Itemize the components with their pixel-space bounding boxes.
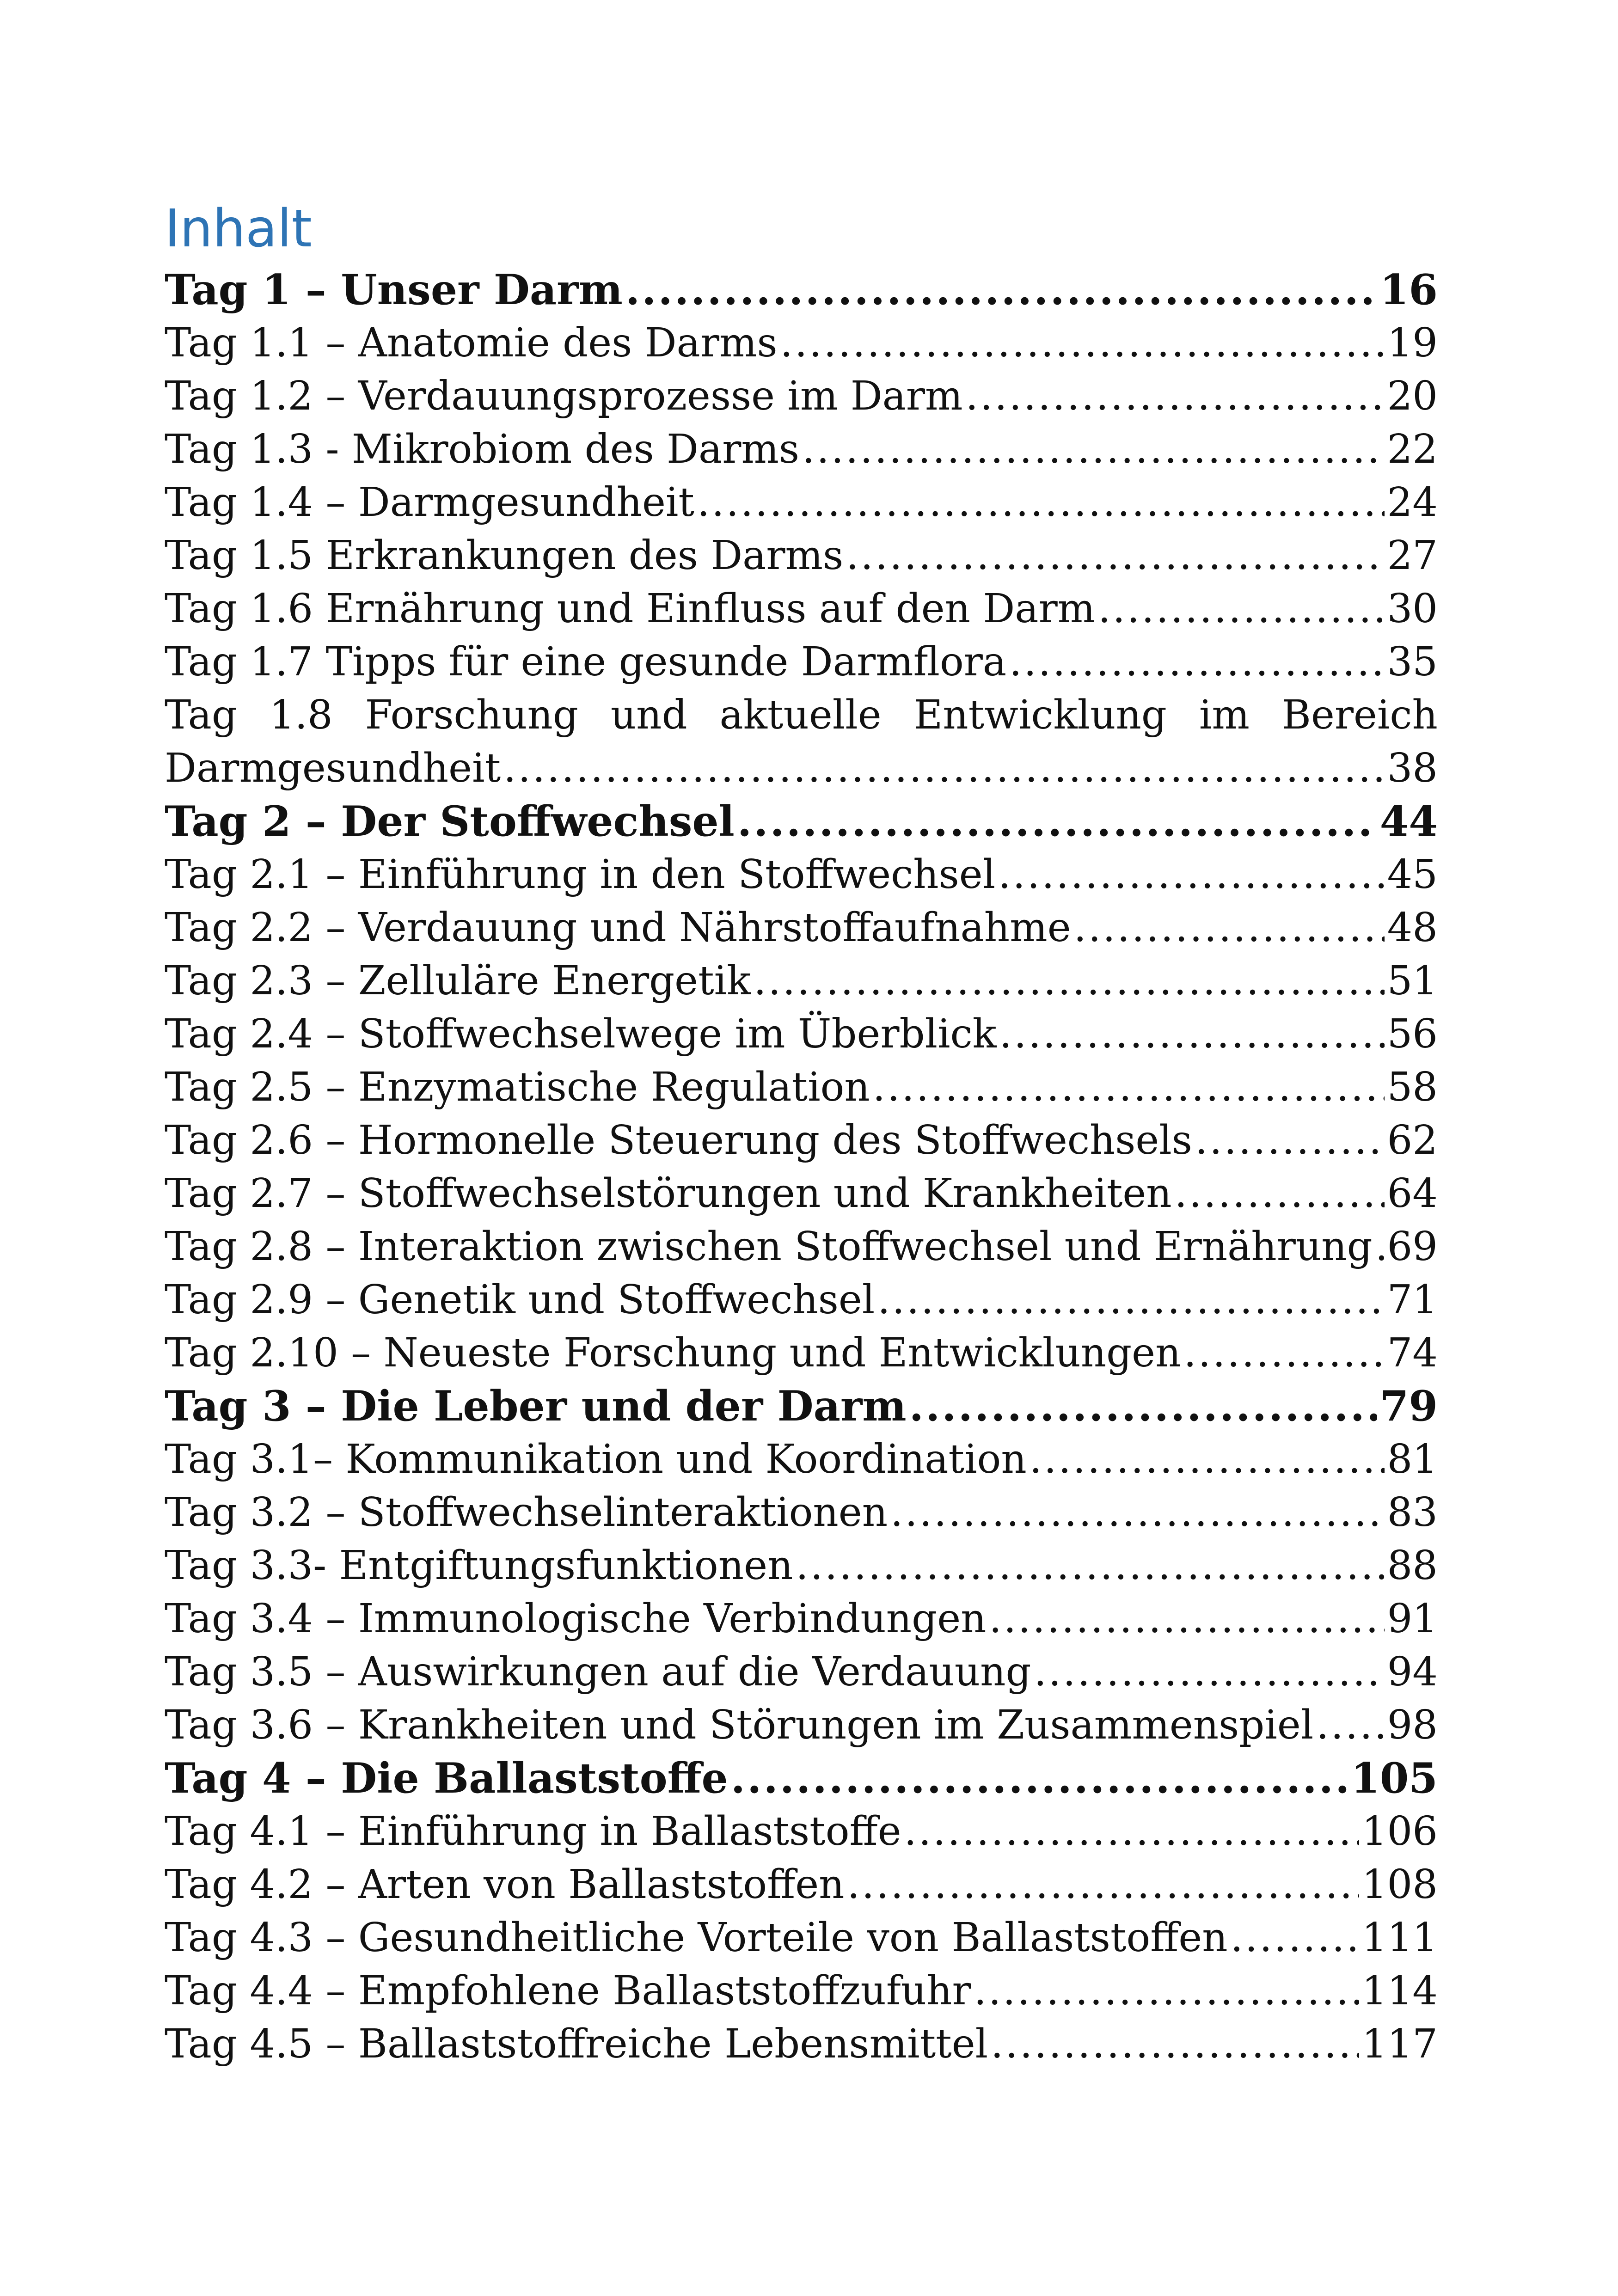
toc-page-number: 45 bbox=[1387, 851, 1438, 898]
toc-entry-label: Tag 1.5 Erkrankungen des Darms bbox=[165, 533, 844, 579]
toc-section-entry[interactable] bbox=[165, 2018, 1438, 2071]
toc-page-number: 83 bbox=[1387, 1489, 1438, 1536]
toc-entry-label: Tag 2.1 – Einführung in den Stoffwechsel bbox=[165, 851, 996, 898]
toc-page-number: 27 bbox=[1387, 533, 1438, 579]
toc-section-entry[interactable] bbox=[165, 955, 1438, 1008]
toc-chapter-entry[interactable] bbox=[165, 795, 1438, 848]
toc-chapter-entry[interactable] bbox=[165, 1752, 1438, 1805]
toc-dot-leader bbox=[909, 1380, 1377, 1433]
toc-entry-label: Tag 4.3 – Gesundheitliche Vorteile von Ballaststoffen bbox=[165, 1915, 1228, 1961]
toc-dot-leader bbox=[966, 370, 1385, 423]
toc-entry-word: Tag bbox=[165, 692, 238, 738]
toc-dot-leader bbox=[1375, 1220, 1385, 1274]
toc-page bbox=[165, 194, 1438, 2071]
toc-dot-leader bbox=[1098, 582, 1384, 636]
toc-dot-leader bbox=[873, 1061, 1385, 1114]
toc-entry-word: im bbox=[1199, 692, 1250, 738]
toc-entry-label: Tag 1 – Unser Darm bbox=[165, 265, 623, 314]
toc-entry-label: Tag 4.5 – Ballaststoffreiche Lebensmittel bbox=[165, 2021, 988, 2067]
toc-section-entry[interactable] bbox=[165, 1008, 1438, 1061]
toc-entry-label: Tag 2.8 – Interaktion zwischen Stoffwechsel und Ernährung bbox=[165, 1224, 1373, 1270]
toc-dot-leader bbox=[1175, 1167, 1385, 1220]
toc-entry-label: Tag 3.4 – Immunologische Verbindungen bbox=[165, 1596, 987, 1642]
toc-page-number: 69 bbox=[1387, 1224, 1438, 1270]
toc-section-entry[interactable] bbox=[165, 1274, 1438, 1327]
toc-dot-leader bbox=[1009, 636, 1384, 689]
toc-entry-label: Tag 4 – Die Ballaststoffe bbox=[165, 1754, 728, 1803]
toc-entry-label: Tag 3 – Die Leber und der Darm bbox=[165, 1382, 907, 1431]
toc-section-entry[interactable] bbox=[165, 1592, 1438, 1646]
toc-page-number: 98 bbox=[1387, 1702, 1438, 1748]
toc-dot-leader bbox=[1231, 1911, 1359, 1965]
toc-entry-label: Tag 1.4 – Darmgesundheit bbox=[165, 479, 694, 526]
toc-entry-label: Tag 1.3 - Mikrobiom des Darms bbox=[165, 426, 800, 472]
toc-page-number: 105 bbox=[1351, 1754, 1438, 1803]
toc-dot-leader bbox=[796, 1539, 1384, 1592]
toc-section-entry[interactable] bbox=[165, 1220, 1438, 1274]
toc-chapter-entry[interactable] bbox=[165, 263, 1438, 317]
toc-chapter-entry[interactable] bbox=[165, 1380, 1438, 1433]
toc-section-entry[interactable] bbox=[165, 370, 1438, 423]
toc-dot-leader bbox=[999, 1008, 1385, 1061]
toc-page-number: 117 bbox=[1361, 2021, 1438, 2067]
toc-entry-label: Tag 3.5 – Auswirkungen auf die Verdauung bbox=[165, 1649, 1031, 1695]
toc-page-number: 38 bbox=[1387, 745, 1438, 791]
toc-page-number: 20 bbox=[1387, 373, 1438, 419]
toc-page-number: 48 bbox=[1387, 905, 1438, 951]
toc-entry-word: Bereich bbox=[1281, 692, 1438, 738]
toc-entry-label: Tag 4.4 – Empfohlene Ballaststoffzufuhr bbox=[165, 1968, 971, 2014]
toc-entry-label: Tag 1.6 Ernährung und Einfluss auf den Darm bbox=[165, 586, 1096, 632]
toc-dot-leader bbox=[974, 1965, 1359, 2018]
toc-page-number: 19 bbox=[1387, 320, 1438, 366]
toc-page-number: 64 bbox=[1387, 1170, 1438, 1217]
toc-dot-leader bbox=[503, 742, 1384, 795]
toc-section-entry[interactable] bbox=[165, 1061, 1438, 1114]
toc-section-entry[interactable] bbox=[165, 1114, 1438, 1167]
toc-section-entry[interactable] bbox=[165, 317, 1438, 370]
toc-section-entry[interactable] bbox=[165, 582, 1438, 636]
toc-entry-label: Tag 2.10 – Neueste Forschung und Entwicklungen bbox=[165, 1330, 1181, 1376]
toc-list bbox=[165, 263, 1438, 2071]
toc-section-entry[interactable] bbox=[165, 1433, 1438, 1486]
toc-dot-leader bbox=[890, 1486, 1384, 1539]
toc-section-entry[interactable] bbox=[165, 901, 1438, 955]
toc-section-entry[interactable] bbox=[165, 476, 1438, 529]
toc-page-number: 94 bbox=[1387, 1649, 1438, 1695]
toc-page-number: 56 bbox=[1387, 1011, 1438, 1057]
toc-entry-label: Tag 1.7 Tipps für eine gesunde Darmflora bbox=[165, 639, 1007, 685]
toc-section-entry[interactable] bbox=[165, 1646, 1438, 1699]
toc-entry-label: Tag 3.2 – Stoffwechselinteraktionen bbox=[165, 1489, 888, 1536]
toc-entry-label: Tag 2.5 – Enzymatische Regulation bbox=[165, 1064, 870, 1110]
toc-page-number: 51 bbox=[1387, 958, 1438, 1004]
toc-dot-leader bbox=[1316, 1699, 1384, 1752]
toc-page-number: 74 bbox=[1387, 1330, 1438, 1376]
toc-dot-leader bbox=[731, 1752, 1348, 1805]
toc-section-entry[interactable] bbox=[165, 1486, 1438, 1539]
toc-page-number: 16 bbox=[1379, 265, 1438, 314]
toc-entry-label: Tag 2 – Der Stoffwechsel bbox=[165, 797, 735, 846]
toc-entry-word: Forschung bbox=[365, 692, 578, 738]
toc-entry-label: Tag 4.1 – Einführung in Ballaststoffe bbox=[165, 1808, 901, 1855]
toc-page-number: 111 bbox=[1361, 1915, 1438, 1961]
toc-dot-leader bbox=[737, 795, 1377, 848]
toc-page-number: 30 bbox=[1387, 586, 1438, 632]
toc-dot-leader bbox=[846, 529, 1384, 582]
toc-section-entry[interactable] bbox=[165, 1327, 1438, 1380]
toc-page-number: 35 bbox=[1387, 639, 1438, 685]
toc-page-number: 79 bbox=[1379, 1382, 1438, 1431]
toc-page-number: 108 bbox=[1361, 1861, 1438, 1908]
toc-dot-leader bbox=[989, 1592, 1385, 1646]
toc-dot-leader bbox=[904, 1805, 1359, 1858]
toc-section-entry[interactable] bbox=[165, 1805, 1438, 1858]
toc-entry-label: Tag 2.3 – Zelluläre Energetik bbox=[165, 958, 751, 1004]
toc-entry-word: Entwicklung bbox=[913, 692, 1167, 738]
toc-dot-leader bbox=[780, 317, 1385, 370]
toc-entry-label: Tag 2.9 – Genetik und Stoffwechsel bbox=[165, 1277, 875, 1323]
toc-section-entry[interactable] bbox=[165, 742, 1438, 795]
toc-page-number: 114 bbox=[1361, 1968, 1438, 2014]
toc-entry-label: Tag 1.2 – Verdauungsprozesse im Darm bbox=[165, 373, 963, 419]
toc-entry-label: Tag 2.4 – Stoffwechselwege im Überblick bbox=[165, 1011, 997, 1057]
toc-entry-label: Tag 3.1– Kommunikation und Koordination bbox=[165, 1436, 1027, 1482]
toc-section-entry[interactable] bbox=[165, 1539, 1438, 1592]
toc-entry-word: 1.8 bbox=[269, 692, 333, 738]
toc-section-entry[interactable] bbox=[165, 636, 1438, 689]
toc-entry-label: Tag 2.2 – Verdauung und Nährstoffaufnahme bbox=[165, 905, 1071, 951]
toc-page-number: 88 bbox=[1387, 1543, 1438, 1589]
toc-entry-label: Tag 2.7 – Stoffwechselstörungen und Krankheiten bbox=[165, 1170, 1172, 1217]
toc-heading: Inhalt bbox=[165, 199, 312, 259]
toc-dot-leader bbox=[1030, 1433, 1385, 1486]
toc-section-entry[interactable] bbox=[165, 529, 1438, 582]
toc-entry-word: und bbox=[610, 692, 687, 738]
toc-entry-label: Tag 2.6 – Hormonelle Steuerung des Stoffwechsels bbox=[165, 1117, 1192, 1163]
toc-dot-leader bbox=[991, 2018, 1359, 2071]
toc-dot-leader bbox=[802, 423, 1385, 476]
toc-page-number: 106 bbox=[1361, 1808, 1438, 1855]
toc-page-number: 91 bbox=[1387, 1596, 1438, 1642]
toc-entry-word: aktuelle bbox=[719, 692, 882, 738]
toc-dot-leader bbox=[847, 1858, 1359, 1911]
toc-entry-label: Tag 3.6 – Krankheiten und Störungen im Zusammenspiel bbox=[165, 1702, 1314, 1748]
toc-dot-leader bbox=[1195, 1114, 1385, 1167]
toc-entry-label: Tag 3.3- Entgiftungsfunktionen bbox=[165, 1543, 793, 1589]
toc-dot-leader bbox=[625, 263, 1377, 317]
toc-entry-label: Tag 1.1 – Anatomie des Darms bbox=[165, 320, 778, 366]
toc-section-entry[interactable] bbox=[165, 848, 1438, 901]
toc-dot-leader bbox=[1034, 1646, 1385, 1699]
toc-dot-leader bbox=[1074, 901, 1385, 955]
toc-section-entry[interactable] bbox=[165, 1911, 1438, 1965]
toc-dot-leader bbox=[877, 1274, 1384, 1327]
toc-dot-leader bbox=[754, 955, 1384, 1008]
toc-entry-label: Darmgesundheit bbox=[165, 745, 501, 791]
toc-section-entry[interactable] bbox=[165, 1965, 1438, 2018]
toc-section-entry[interactable] bbox=[165, 1858, 1438, 1911]
toc-page-number: 24 bbox=[1387, 479, 1438, 526]
toc-page-number: 81 bbox=[1387, 1436, 1438, 1482]
toc-dot-leader bbox=[1183, 1327, 1384, 1380]
toc-section-entry[interactable] bbox=[165, 1699, 1438, 1752]
toc-page-number: 44 bbox=[1379, 797, 1438, 846]
toc-entry-label: Tag 4.2 – Arten von Ballaststoffen bbox=[165, 1861, 845, 1908]
toc-dot-leader bbox=[697, 476, 1385, 529]
toc-page-number: 58 bbox=[1387, 1064, 1438, 1110]
toc-page-number: 22 bbox=[1387, 426, 1438, 472]
toc-page-number: 71 bbox=[1387, 1277, 1438, 1323]
toc-section-entry[interactable] bbox=[165, 1167, 1438, 1220]
toc-entry-wrapped-line[interactable] bbox=[165, 689, 1438, 742]
toc-section-entry[interactable] bbox=[165, 423, 1438, 476]
toc-dot-leader bbox=[998, 848, 1384, 901]
toc-page-number: 62 bbox=[1387, 1117, 1438, 1163]
